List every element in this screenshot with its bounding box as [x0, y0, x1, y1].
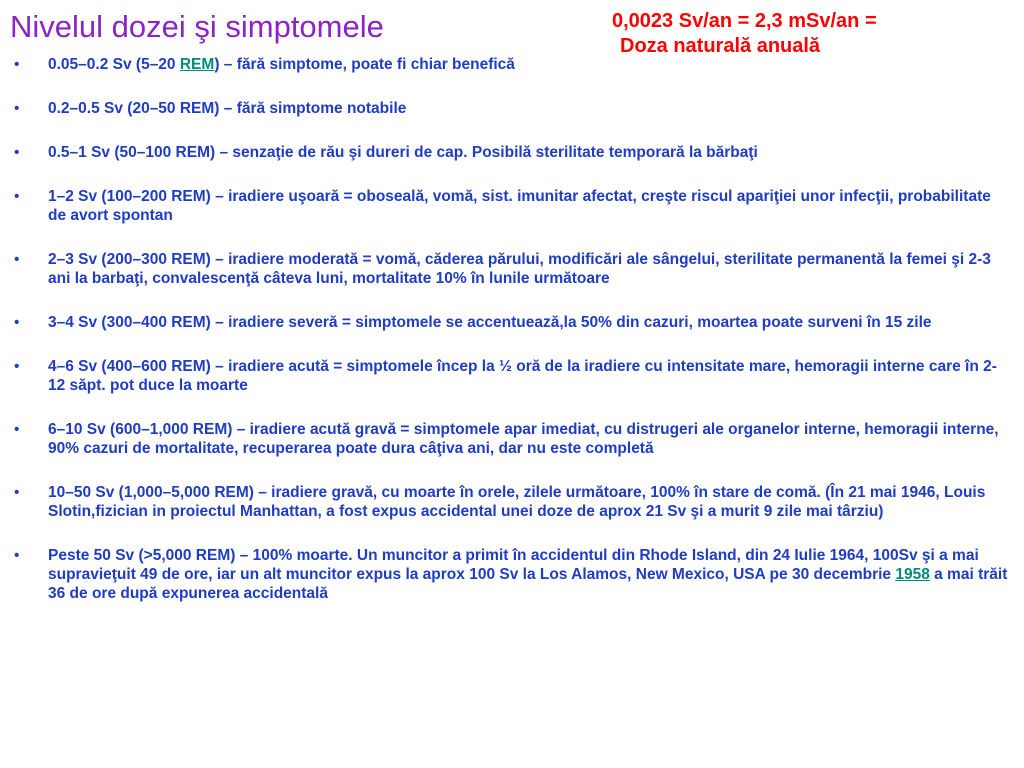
callout-line-1: 0,0023 Sv/an = 2,3 mSv/an = — [612, 10, 877, 32]
item-text-pre: 0.05–0.2 Sv (5–20 — [48, 56, 180, 73]
item-text-pre: Peste 50 Sv (>5,000 REM) – 100% moarte. Un muncitor a primit în accidentul din Rhode Island, din 24 Iulie 1964, 100Sv şi a mai supravieţuit 49 de ore, iar un alt muncitor expus la aprox 100 Sv la Los Alamos, New Mexico, USA pe 30 decembrie — [48, 547, 979, 583]
list-item — [0, 143, 1020, 162]
bullet-icon: • — [14, 421, 20, 438]
list-item — [0, 357, 1020, 395]
bullet-icon: • — [14, 251, 20, 268]
dose-symptom-list — [0, 55, 1020, 628]
list-item — [0, 187, 1020, 225]
item-text-post: ) – fără simptome, poate fi chiar benefică — [214, 56, 515, 73]
list-item — [0, 99, 1020, 118]
list-item — [0, 420, 1020, 458]
natural-dose-callout — [612, 9, 877, 59]
item-text: 3–4 Sv (300–400 REM) – iradiere severă = simptomele se accentuează,la 50% din cazuri, moartea poate surveni în 15 zile — [48, 314, 932, 331]
rem-link[interactable]: REM — [179, 56, 215, 73]
item-text: 6–10 Sv (600–1,000 REM) – iradiere acută gravă = simptomele apar imediat, cu distrugeri ale organelor interne, hemoragii interne, 90% cazuri de mortalitate, recuperarea poate dura câţiva ani, dar nu este completă — [48, 421, 999, 457]
year-1958-link[interactable]: 1958 — [895, 566, 930, 583]
list-item — [0, 483, 1020, 521]
item-text: 1–2 Sv (100–200 REM) – iradiere uşoară = oboseală, vomă, sist. imunitar afectat, creşte riscul apariţiei unor infecţii, probabilitate de avort spontan — [48, 188, 991, 224]
bullet-icon: • — [14, 358, 20, 375]
bullet-icon: • — [14, 547, 20, 564]
list-item — [0, 313, 1020, 332]
item-text: 2–3 Sv (200–300 REM) – iradiere moderată = vomă, căderea părului, modificări ale sângelui, sterilitate permanentă la femei şi 2-3 ani la barbaţi, convalescenţă câteva luni, mortalitate 10% în lunile următoare — [48, 251, 991, 287]
slide-title: Nivelul dozei şi simptomele — [10, 9, 384, 44]
bullet-icon: • — [14, 484, 20, 501]
list-item — [0, 250, 1020, 288]
item-text: 0.2–0.5 Sv (20–50 REM) – fără simptome notabile — [48, 100, 407, 117]
bullet-icon: • — [14, 144, 20, 161]
callout-line-2: Doza naturală anuală — [620, 35, 821, 57]
item-text-post: a mai trăit 36 de ore după expunerea accidentală — [48, 566, 1008, 602]
list-item — [0, 546, 1020, 603]
item-text: 4–6 Sv (400–600 REM) – iradiere acută = simptomele încep la ½ oră de la iradiere cu intensitate mare, hemoragii interne care în 2-12 săpt. pot duce la moarte — [48, 358, 997, 394]
bullet-icon: • — [14, 314, 20, 331]
bullet-icon: • — [14, 100, 20, 117]
item-text: 0.5–1 Sv (50–100 REM) – senzaţie de rău şi dureri de cap. Posibilă sterilitate temporară la bărbaţi — [48, 144, 758, 161]
item-text: 10–50 Sv (1,000–5,000 REM) – iradiere gravă, cu moarte în orele, zilele următoare, 100% în stare de comă. (În 21 mai 1946, Louis Slotin,fizician in proiectul Manhattan, a fost expus accidental unei doze de aprox 21 Sv şi a murit 9 zile mai târziu) — [48, 484, 986, 520]
bullet-icon: • — [14, 56, 20, 73]
list-item — [0, 55, 1020, 74]
bullet-icon: • — [14, 188, 20, 205]
